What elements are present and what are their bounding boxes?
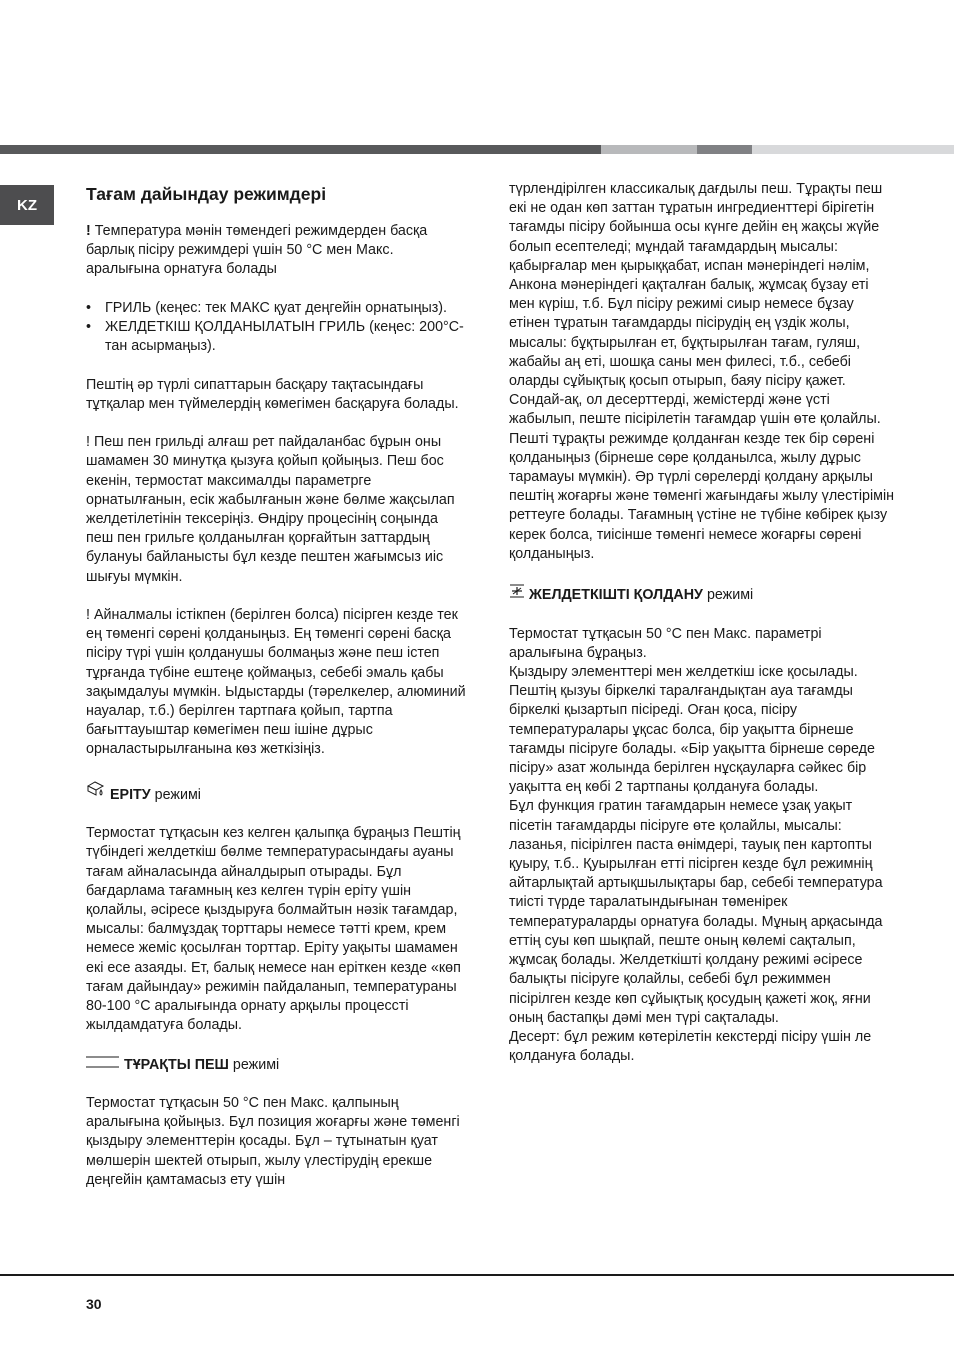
- rotisserie-paragraph: ! Айналмалы істікпен (берілген болса) пісірген кезде тек ең төменгі сөрені қолданыңыз. Ең төменгі сөрені басқа пісіру түрі үшін қолданушы болмаңыз және пеш істеп тұрғанда түбіне ештеңе қоймаңыз, себебі эмаль қабы зақымдалуы мүмкін. Ыдыстарды (тәрелкелер, алюминий науалар, т.б.) берілген тартпаға қойып, тартпа бағыттауыштар көмегімен пеш ішіне дұрыс орналастырылғанына көз жеткізіңіз.: [86, 607, 466, 758]
- list-item: • ЖЕЛДЕТКІШ ҚОЛДАНЫЛАТЫН ГРИЛЬ (кеңес: 200°С-тан асырмаңыз).: [86, 319, 464, 355]
- fan-paragraph-4: Десерт: бұл режим көтерілетін кекстерді пісіру үшін ле қолдануға болады.: [509, 1028, 872, 1065]
- fan-mode-name: ЖЕЛДЕТКІШТІ ҚОЛДАНУ: [529, 587, 703, 604]
- defrost-snowflake-drop-icon: [86, 779, 106, 805]
- bullet-text: ЖЕЛДЕТКІШ ҚОЛДАНЫЛАТЫН ГРИЛЬ (кеңес: 200°С-тан асырмаңыз).: [105, 319, 464, 355]
- static-oven-heading: [86, 1055, 466, 1075]
- defrost-mode-word: режимі: [154, 786, 201, 803]
- bullet-text: ГРИЛЬ (кеңес: тек МАКС қуат деңгейін орнатыңыз).: [105, 299, 448, 316]
- static-oven-description: Термостат тұтқасын 50 °С пен Макс. қалпының аралығына қойыңыз. Бұл позиция жоғарғы және төменгі қыздыру элементтерін қосады. Бұл – тұтынатын қуат мөлшерін шектей отырып, жылу үлестірудің ерекше деңгейін қамтамасыз ету үшін: [86, 1095, 460, 1188]
- right-column: [509, 180, 895, 1066]
- left-column: [86, 222, 466, 1190]
- static-oven-top-bottom-element-icon: [86, 1055, 120, 1075]
- static-oven-description-continued: түрлендірілген классикалық дағдылы пеш. Тұрақты пеш екі не одан көп заттан тұратын ингредиенттері бірігетін тағамды пісіру бойынша осы күнге дейін ең жақсы жүйе болып есептеледі; мұндай тағамдардың мысалы: қабырғалар мен қырыққабат, испан мәнеріндегі нәлім, Анкона мәнеріндегі қақталған балық, жұмсақ бұзау еті мен күріш, т.б. Бұл пісіру режимі сиыр немесе бұзау етінен тұратын тағамдарды пісірудің ең үздік жолы, мысалы: бұқтырылған ет, бұқтырылған тағам, гуляш, жабайы аң еті, шошқа саны мен филесі, т.б., себебі оларды сұйықтық қосып отырып, баяу пісіру қажет. Сондай-ақ, ол десерттерді, жемістерді және үсті жабылып, пеште пісірілетін тағамдар үшін өте қолайлы. Пешті тұрақты режимде қолданған кезде тек бір сөрені қолданыңыз (бірнеше сөре қолданылса, жылу дұрыс тарамауы мүмкін). Әр түрлі сөрелерді қолдану арқылы пештің жоғарғы және төменгі жағындағы жылу үлестірімін реттеуге болады. Тағамның үстіне не түбіне көбірек қызу керек болса, тиісінше төменгі немесе жоғарғы сөрені қолданыңыз.: [509, 181, 895, 562]
- header-bar-segment: [601, 145, 697, 154]
- intro-text: Температура мәнін төмендегі режимдерден басқа барлық пісіру режимдері үшін 50 °С мен Макс. аралығына орнатуға болады: [86, 223, 428, 278]
- controls-paragraph: Пештің әр түрлі сипаттарын басқару тақтасындағы тұтқалар мен түймелердің көмегімен басқаруға болады.: [86, 376, 459, 412]
- intro-paragraph: [86, 222, 466, 280]
- defrost-heading: [86, 779, 466, 805]
- header-bar-segment: [0, 145, 601, 154]
- fan-with-elements-icon: [509, 583, 525, 605]
- defrost-description: Термостат тұтқасын кез келген қалыпқа бұраңыз Пештің түбіндегі желдеткіш бөлме температурасындағы ауаны тағам айналасында айналдырып отырады. Бұл бағдарлама тағамның кез келген түрін еріту үшін қолайлы, әсіресе қыздыруға болмайтын нәзік тағамдар, мысалы: балмұздақ торттары немесе тәтті крем, крем немесе жеміс қосылған торттар. Еріту уақыты шамамен екі есе азаяды. Ет, балық немесе нан еріткен кезде «көп тағам дайындау» режимін пайдаланып, температураны 80-100 °С аралығында орнату арқылы процессті жылдамдатуға болады.: [86, 825, 461, 1034]
- section-title: Тағам дайындау режимдері: [86, 184, 327, 204]
- fan-mode-word: режимі: [706, 587, 754, 604]
- static-oven-mode-word: режимі: [232, 1056, 280, 1073]
- static-oven-mode-name: ТҰРАҚТЫ ПЕШ: [124, 1056, 229, 1073]
- fan-mode-heading: [509, 583, 895, 605]
- fan-paragraph-3: Бұл функция гратин тағамдарын немесе ұзақ уақыт пісетін тағамдарды пісіруге өте қолайлы, мысалы: лазанья, пісірілген паста өнімдері, тауық пен картопты қуыру, т.б.. Қуырылған етті пісірген кезде бұл режимнің айтарлықтай артықшылықтары бар, себебі температура тиісті түрде таралатындығынан төменірек температураларды орнатуға болады. Мұның арқасында еттің суы көп шықпай, пеште оның көлемі сақталып, жұмсақ болады. Желдеткішті қолдану режимі әсіресе балықты пісіруге қолайлы, себебі бұл режиммен пісірілген кезде көп сұйықтық қосудың қажеті жоқ, яғни оның бастапқы дәмі мен түрі сақталады.: [509, 798, 883, 1026]
- language-tab: KZ: [0, 185, 54, 225]
- header-bar-segment: [752, 145, 954, 154]
- page-number: 30: [86, 1296, 102, 1312]
- footer-divider: [0, 1274, 954, 1276]
- first-use-paragraph: ! Пеш пен грильді алғаш рет пайдаланбас бұрын оны шамамен 30 минутқа қызуға қойып қойыңыз. Пеш бос екенін, термостат максималды параметрге орнатылғанын, есік жабылғанын және бөлме жақсылап желдетілетінін тексеріңіз. Өндіру процесінің соңында пеш пен грильге қолданылған қорғайтын заттардың булануы байланысты бұл кезде пештен жағымсыз иіс шығуы мүмкін.: [86, 434, 455, 585]
- warning-mark: !: [86, 223, 91, 239]
- fan-paragraph-1: Термостат тұтқасын 50 °С пен Макс. параметрі аралығына бұраңыз.: [509, 625, 822, 661]
- fan-paragraph-2: Қыздыру элементтері мен желдеткіш іске қосылады. Пештің қызуы біркелкі таралғандықтан ауа тағамды біркелкі қызартып пісіреді. Оған қоса, пісіру температуралары ұқсас болса, бір уақытта бірнеше тағамды пісіруге болады. «Бір уақытта бірнеше сөреде пісіру» азат жолында берілген нұсқауларға сәйкес бір уақытта ең көбі 2 тартпаны қолдануға болады.: [509, 664, 875, 796]
- header-bar-segment: [697, 145, 752, 154]
- header-color-bar: [0, 145, 954, 154]
- list-item: • ГРИЛЬ (кеңес: тек МАКС қуат деңгейін орнатыңыз).: [86, 299, 448, 316]
- defrost-mode-name: ЕРІТУ: [110, 786, 151, 803]
